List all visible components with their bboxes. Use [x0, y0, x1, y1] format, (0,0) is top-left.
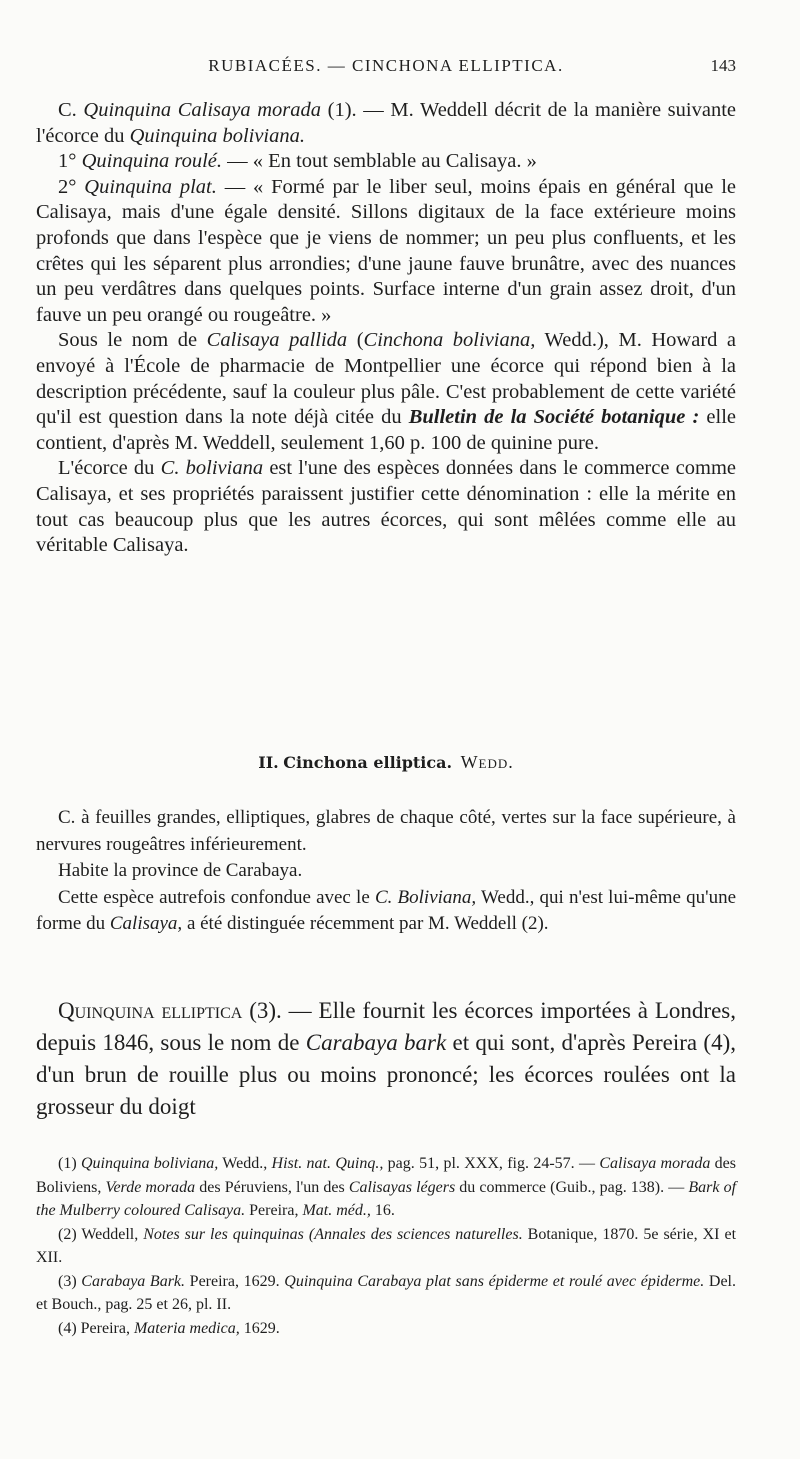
- species-author: Wedd.: [460, 752, 514, 772]
- species-number: II.: [258, 753, 279, 772]
- footnote-1: (1) Quinquina boliviana, Wedd., Hist. nat. Quinq., pag. 51, pl. XXX, fig. 24-57. — Calisaya morada des Boliviens, Verde morada des Péruviens, l'un des Calisayas légers du commerce (Guib., pag. 138). — Bark of the Mulberry coloured Calisaya. Pereira, Mat. méd., 16.: [36, 1155, 737, 1219]
- italic-run: Carabaya bark: [305, 1030, 447, 1055]
- text-run: Wedd., qui n'est lui-même qu'une forme du: [36, 886, 736, 934]
- italic-run: Calisaya pallida: [206, 329, 348, 352]
- italic-run: Quinquina plat.: [84, 175, 217, 198]
- text-run: 1°: [58, 150, 82, 173]
- text-run: L'écorce du: [58, 457, 161, 480]
- italic-run: Bulletin de la Société botanique :: [408, 406, 700, 429]
- text-run: Wedd.), M. Howard a envoyé à l'École de pharmacie de Montpellier une écorce qui répond bien à la description précédente, sauf la couleur plus pâle. C'est probablement de cette variété qu'il est question dans la note déjà citée du: [36, 329, 737, 429]
- text-run: elle contient, d'après M. Weddell, seulement 1,60 p. 100 de quinine pure.: [36, 406, 736, 454]
- species-heading: [36, 752, 736, 773]
- paragraph: [36, 456, 736, 558]
- text-run: Sous le nom de: [58, 329, 207, 352]
- footnote-4: (4) Pereira, Materia medica, 1629.: [58, 1319, 280, 1337]
- quinquina-elliptica-section: [36, 995, 736, 1123]
- running-title: RUBIACÉES. — CINCHONA ELLIPTICA.: [208, 56, 564, 75]
- species-description: [36, 805, 736, 938]
- paragraph: [36, 149, 736, 175]
- calisaya-morada-section: [36, 98, 736, 559]
- paragraph: [36, 995, 736, 1123]
- italic-run: Calisaya,: [109, 913, 183, 934]
- italic-run: Quinquina roulé.: [81, 150, 223, 173]
- running-header: [36, 56, 736, 86]
- text-run: C.: [58, 99, 84, 121]
- paragraph: [36, 175, 736, 329]
- species-name: Cinchona elliptica.: [283, 753, 453, 772]
- footnote-3: (3) Carabaya Bark. Pereira, 1629. Quinquina Carabaya plat sans épiderme et roulé avec épiderme. Del. et Bouch., pag. 25 et 26, pl. II.: [36, 1272, 736, 1313]
- text-run: est l'une des espèces données dans le commerce comme Calisaya, et ses propriétés paraissent justifier cette dénomination : elle la mérite en tout cas beaucoup plus que les autres écorces, qui sont mêlées comme elle au véritable Calisaya.: [36, 457, 736, 557]
- italic-run: C. Boliviana,: [374, 886, 477, 908]
- footnote-2: (2) Weddell, Notes sur les quinquinas (Annales des sciences naturelles. Botanique, 1870. 5e série, XI et XII.: [36, 1225, 737, 1266]
- page-number: 143: [710, 56, 736, 75]
- italic-run: Cinchona boliviana,: [363, 329, 536, 352]
- italic-run: Quinquina Calisaya morada: [83, 99, 322, 121]
- paragraph: C. à feuilles grandes, elliptiques, glabres de chaque côté, vertes sur la face supérieure, à nervures rougeâtres inférieurement.: [36, 807, 736, 855]
- footnotes: [36, 1152, 736, 1340]
- italic-run: C. boliviana: [160, 457, 264, 480]
- text-run: — « En tout semblable au Calisaya. »: [222, 150, 537, 173]
- paragraph: [36, 328, 736, 456]
- small-caps-run: Quinquina elliptica: [58, 998, 243, 1023]
- text-run: (3). — Elle fournit les écorces importées à Londres, depuis 1846, sous le nom de: [36, 998, 736, 1055]
- text-run: — « Formé par le liber seul, moins épais en général que le Calisaya, mais d'une égale densité. Sillons digitaux de la face extérieure moins profonds que dans l'espèce que je viens de nommer; un peu plus confluents, et les crêtes qui les séparent plus arrondies; d'une jaune fauve brunâtre, avec des nuances un peu verdâtres dans quelques points. Surface interne d'un grain assez droit, d'un fauve un peu orangé ou rougeâtre. »: [36, 175, 737, 326]
- text-run: (1). — M. Weddell décrit de la manière suivante l'écorce du: [36, 99, 736, 147]
- text-run: 2°: [58, 175, 85, 198]
- paragraph: [36, 885, 736, 938]
- paragraph: [36, 98, 736, 149]
- paragraph: Habite la province de Carabaya.: [58, 860, 303, 881]
- text-run: Cette espèce autrefois confondue avec le: [58, 886, 375, 908]
- text-run: a été distinguée récemment par M. Weddell (2).: [182, 913, 549, 934]
- italic-run: Quinquina boliviana.: [129, 124, 306, 147]
- text-run: (: [347, 329, 364, 352]
- text-run: et qui sont, d'après Pereira (4), d'un brun de rouille plus ou moins prononcé; les écorces roulées ont la grosseur du doigt: [36, 1030, 736, 1119]
